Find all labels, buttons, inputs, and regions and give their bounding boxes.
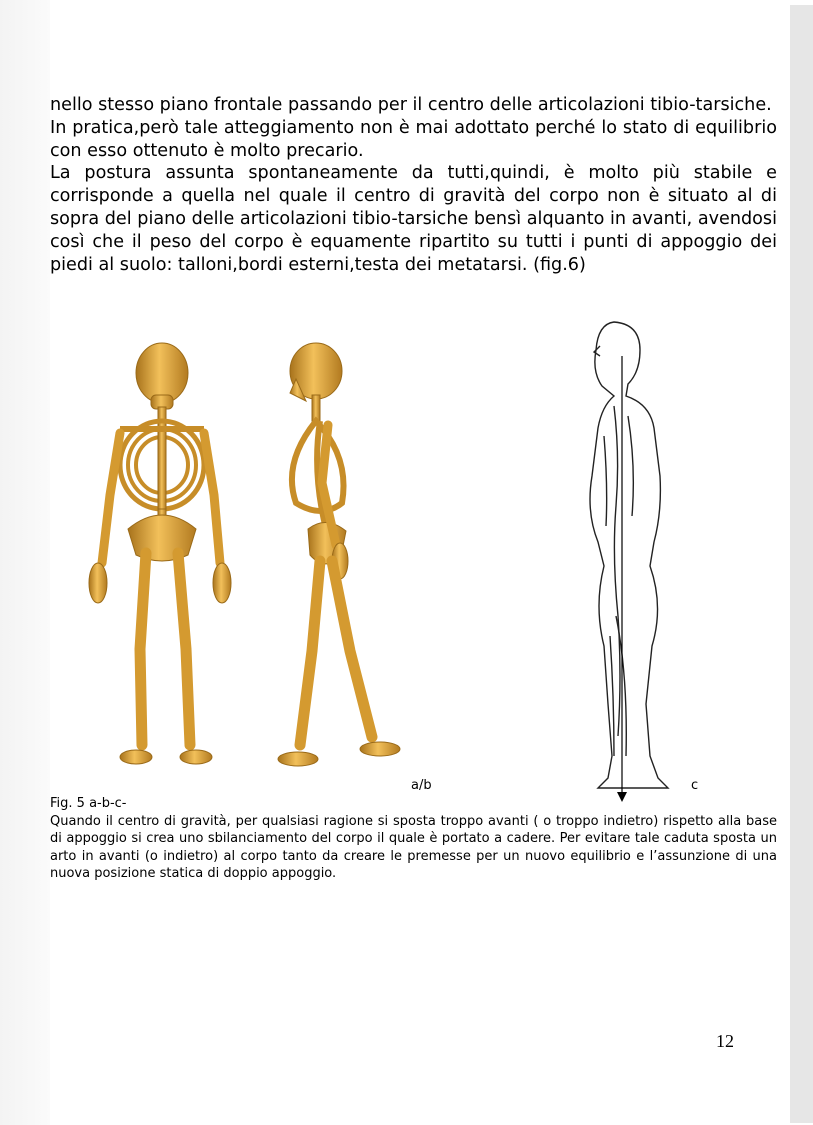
page-number: 12: [716, 1031, 734, 1051]
skeleton-figure-ab: [50, 333, 408, 791]
caption-text: Quando il centro di gravità, per qualsiasi ragione si sposta troppo avanti ( o troppo indietro) rispetto alla base di appoggio si crea uno sbilanciamento del corpo il quale è portato a cadere. Per evitare tale caduta sposta un arto in avanti (o indietro) al corpo tanto da creare le premesse per un nuovo equilibrio e l’assunzione di una nuova posizione statica di doppio appoggio.: [50, 813, 777, 882]
paragraph-2: In pratica,però tale atteggiamento non è mai adottato perché lo stato di equilibrio con esso ottenuto è molto precario.: [50, 117, 777, 161]
figure-caption: [50, 795, 777, 883]
body-profile-illustration: [556, 316, 676, 806]
paragraph-1: nello stesso piano frontale passando per il centro delle articolazioni tibio-tarsiche.: [50, 95, 772, 115]
body-profile-figure-c: [556, 316, 676, 806]
figure-label-ab: a/b: [411, 778, 432, 793]
figure-label-c: c: [691, 778, 699, 793]
side-skeleton: [278, 343, 400, 766]
skeleton-illustration: [50, 333, 408, 791]
front-skeleton: [89, 343, 231, 764]
right-margin-bar: [790, 5, 813, 1123]
caption-title: Fig. 5 a-b-c-: [50, 796, 127, 811]
body-text: [50, 94, 777, 276]
left-page-shade: [0, 0, 50, 1125]
body-outline: [590, 322, 668, 788]
paragraph-3: La postura assunta spontaneamente da tutti,quindi, è molto più stabile e corrisponde a quella nel quale il centro di gravità del corpo non è situato al di sopra del piano delle articolazioni tibio-tarsiche bensì alquanto in avanti, avendosi così che il peso del corpo è equamente ripartito su tutti i punti di appoggio dei piedi al suolo: talloni,bordi esterni,testa dei metatarsi. (fig.6): [50, 163, 777, 275]
